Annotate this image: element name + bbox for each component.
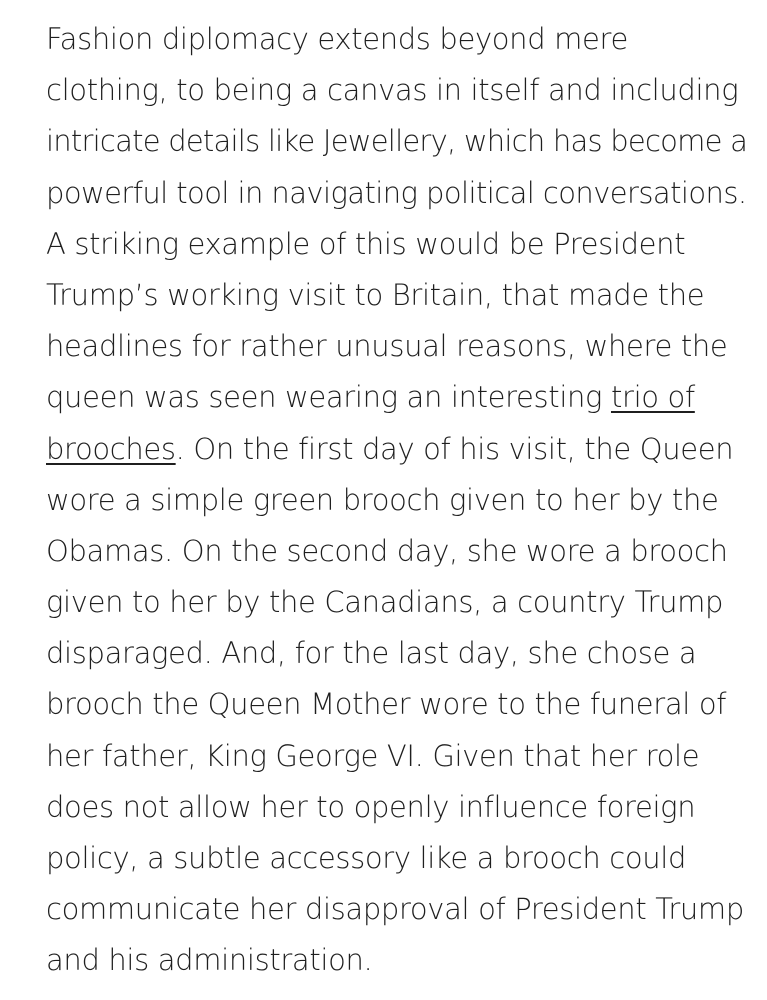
text-line: and his administration. [46,943,373,978]
text-line-with-link [46,372,736,423]
text-line: Fashion diplomacy extends beyond mere [46,22,628,56]
text-line: A striking example of this would be President [46,226,686,261]
text-line: disparaged. And, for the last day, she chose a [46,636,697,671]
text-line: wore a simple green brooch given to her by the [46,482,719,517]
text-line: Trump’s working visit to Britain, that made the [46,277,705,312]
text-line: headlines for rather unusual reasons, where the [46,329,728,364]
text-segment: . On the first day of his visit, the Queen [175,431,734,466]
text-line: Obamas. On the second day, she wore a brooch [46,533,728,568]
text-line: policy, a subtle accessory like a brooch could [46,841,687,875]
text-line: clothing, to being a canvas in itself and including [46,73,739,108]
text-line-with-link [46,424,736,475]
trio-of-brooches-link-continued[interactable]: brooches [46,431,176,466]
text-line: communicate her disapproval of President Trump [46,892,744,927]
text-segment: queen was seen wearing an interesting [46,380,611,415]
text-line: intricate details like Jewellery, which has become a [46,124,748,159]
trio-of-brooches-link[interactable]: trio of [610,380,695,415]
text-line: does not allow her to openly influence foreign [46,789,696,824]
text-line: brooch the Queen Mother wore to the funeral of [46,687,727,722]
text-line: given to her by the Canadians, a country Trump [46,585,724,620]
text-line: her father, King George VI. Given that her role [46,738,700,773]
text-line: powerful tool in navigating political conversations. [46,175,747,210]
article-paragraph [46,14,748,987]
